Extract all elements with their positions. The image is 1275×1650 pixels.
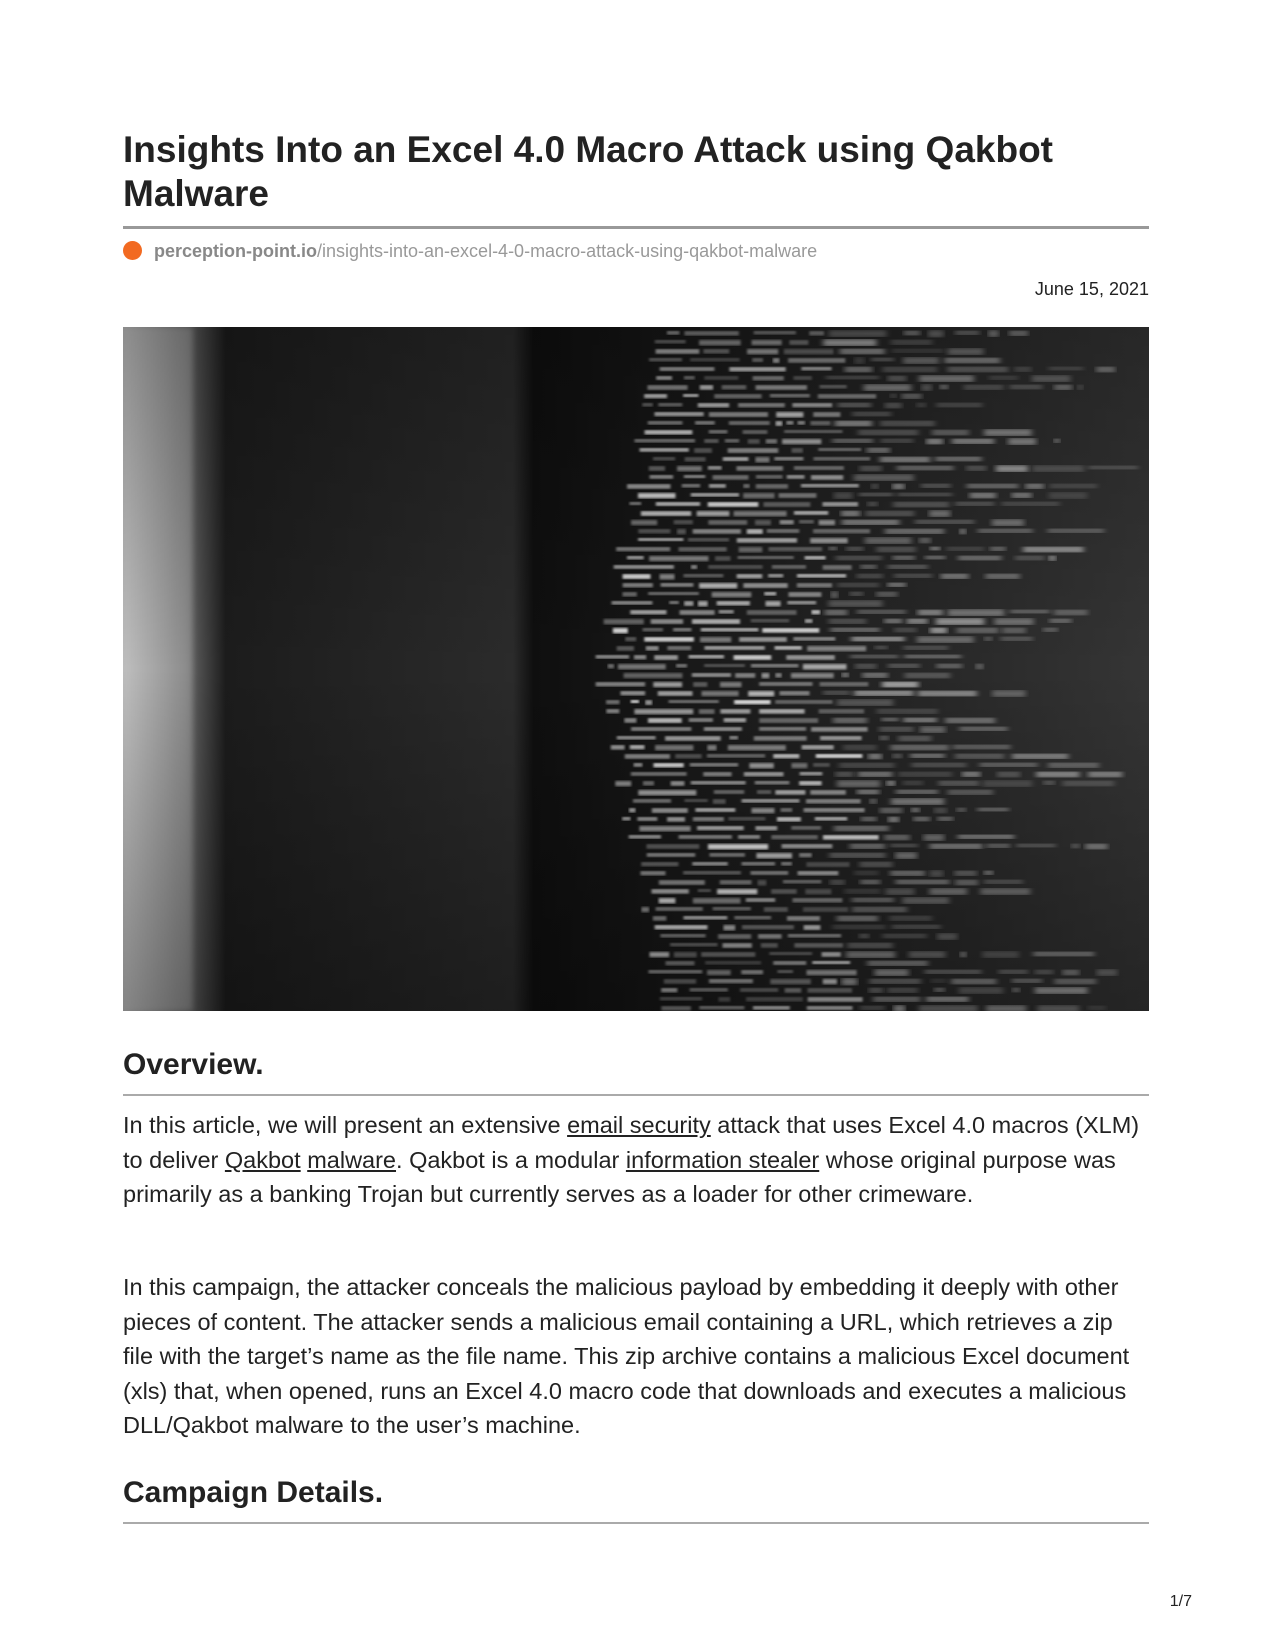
publish-date: June 15, 2021 [1034, 279, 1149, 299]
source-path: /insights-into-an-excel-4-0-macro-attack-using-qakbot-malware [316, 241, 818, 261]
email-security-link[interactable]: email security [567, 1112, 711, 1138]
campaign-heading: Campaign Details. [123, 1476, 384, 1509]
text-run: attack that uses Excel 4.0 macros (XLM) to deliver [123, 1112, 1140, 1173]
text-run: In this article, we will present an extensive [123, 1112, 568, 1138]
code-screen-photo [123, 327, 1149, 1011]
overview-heading: Overview. [123, 1048, 264, 1081]
text-run: . Qakbot is a modular [396, 1146, 626, 1173]
source-link[interactable] [154, 241, 817, 261]
page-number: 1/7 [1169, 1593, 1192, 1610]
overview-divider [123, 1094, 1149, 1096]
title-divider [123, 226, 1149, 229]
source-line [123, 240, 817, 262]
qakbot-link[interactable]: Qakbot [224, 1146, 301, 1173]
overview-paragraph-1 [123, 1108, 1149, 1212]
hero-image [123, 327, 1149, 1011]
overview-paragraph-2: In this campaign, the attacker conceals the malicious payload by embedding it deeply with other pieces of content. The attacker sends a malicious email containing a URL, which retrieves a zip file with the target’s name as the file name. This zip archive contains a malicious Excel document (xls) that, when opened, runs an Excel 4.0 macro code that downloads and executes a malicious DLL/Qakbot malware to the user’s machine. [123, 1274, 1130, 1438]
campaign-divider [123, 1522, 1149, 1524]
article-title: Insights Into an Excel 4.0 Macro Attack using Qakbot Malware [123, 129, 1054, 214]
information-stealer-link[interactable]: information stealer [625, 1146, 820, 1173]
source-domain: perception-point.io [154, 241, 317, 261]
source-dot-icon [123, 241, 142, 260]
text-run: whose original purpose was primarily as a banking Trojan but currently serves as a loader for other crimeware. [123, 1146, 1116, 1207]
malware-link[interactable]: malware [307, 1146, 397, 1173]
